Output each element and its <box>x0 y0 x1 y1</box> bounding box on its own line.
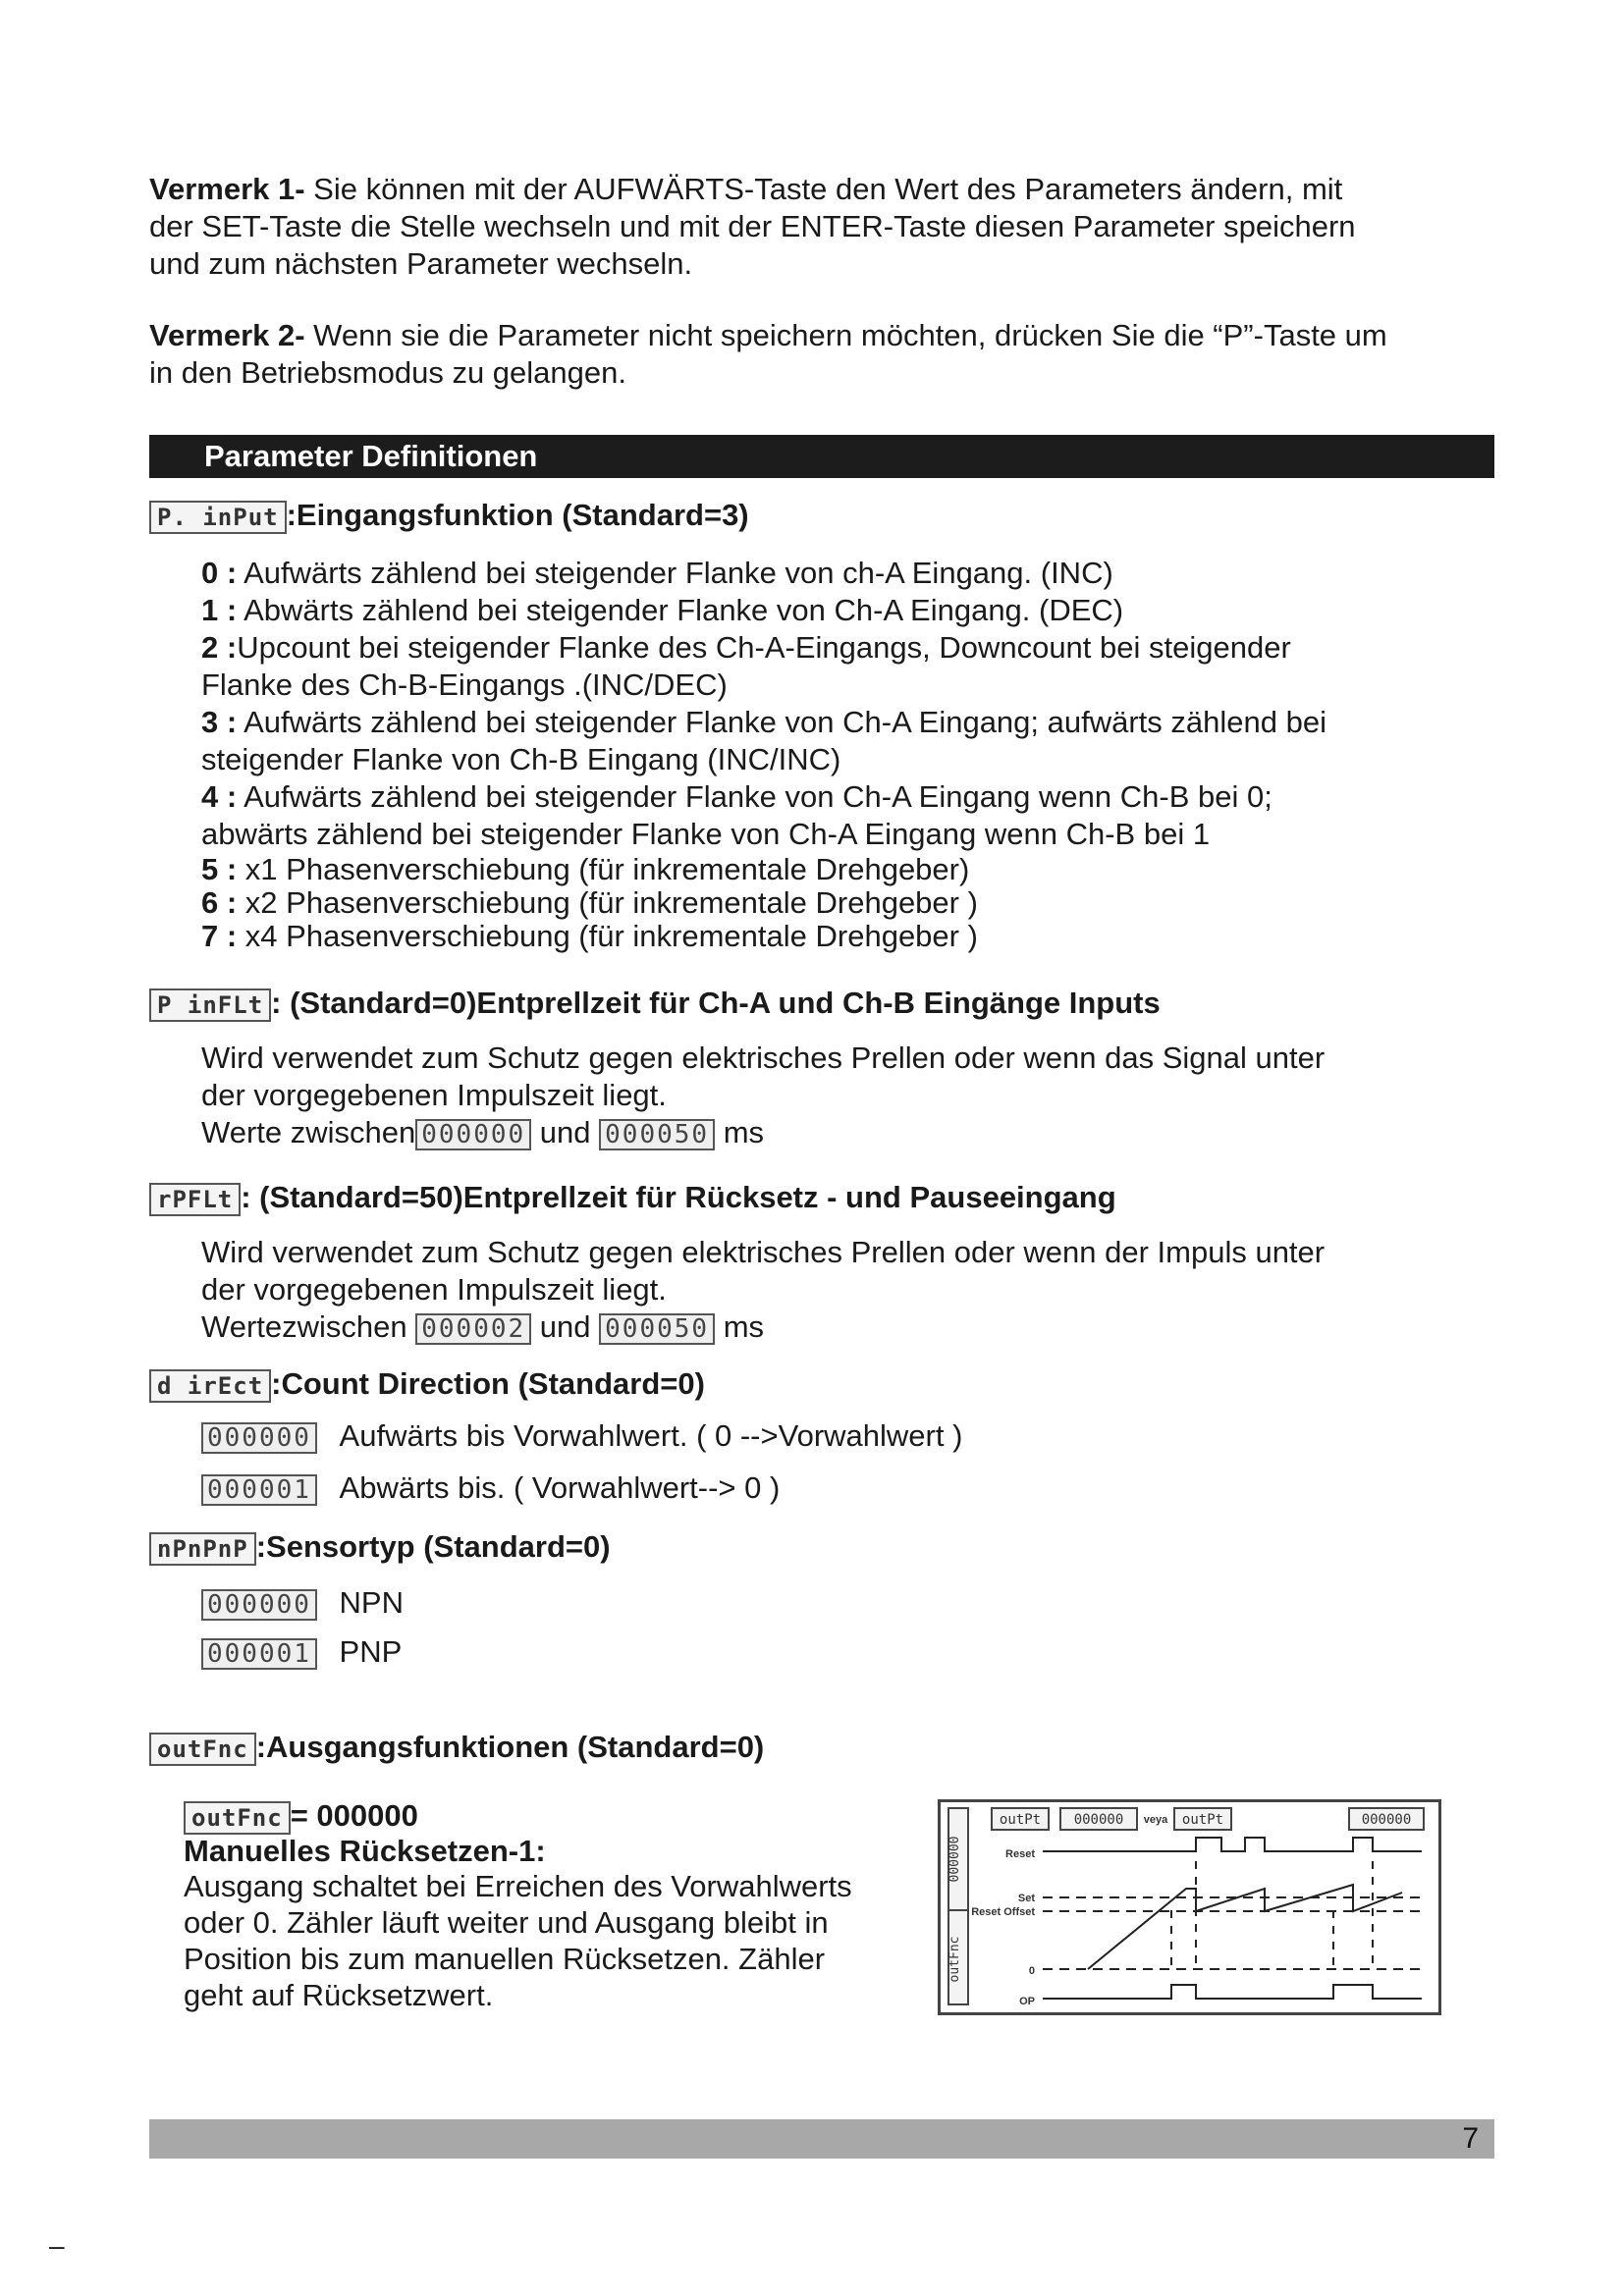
input-option-list <box>201 555 1478 953</box>
inflt-description <box>201 1040 1497 1151</box>
direction-heading <box>149 1364 705 1404</box>
input-function-title: :Eingangsfunktion (Standard=3) <box>286 498 749 532</box>
note-1-line-2: der SET-Taste die Stelle wechseln und mit der ENTER-Taste diesen Parameter speichern <box>149 209 1356 243</box>
veya-text: veya <box>1143 1814 1168 1826</box>
rpflt-line-2: der vorgegebenen Impulszeit liegt. <box>201 1272 667 1307</box>
outfnc-line-4: geht auf Rücksetzwert. <box>184 1977 494 2012</box>
list-item: 3 : Aufwärts zählend bei steigender Flanke von Ch-A Eingang; aufwärts zählend bei <box>201 705 1326 739</box>
rpflt-and: und <box>539 1309 591 1344</box>
rpflt-unit: ms <box>723 1309 765 1344</box>
outfnc-line-3: Position bis zum manuellen Rücksetzen. Zähler <box>184 1941 826 1976</box>
list-item: 0 : Aufwärts zählend bei steigender Flanke von ch-A Eingang. (INC) <box>201 556 1113 590</box>
rpflt-line-1: Wird verwendet zum Schutz gegen elektrisches Prellen oder wenn der Impuls unter <box>201 1235 1326 1269</box>
outfnc-sub-title: Manuelles Rücksetzen-1: <box>184 1833 546 1868</box>
note-2-line-2: in den Betriebsmodus zu gelangen. <box>149 355 626 390</box>
list-item: Flanke des Ch-B-Eingangs .(INC/DEC) <box>201 667 728 702</box>
timing-diagram-svg <box>941 1802 1438 2012</box>
inflt-unit: ms <box>723 1115 765 1149</box>
outfnc-title: :Ausgangsfunktionen (Standard=0) <box>255 1730 765 1764</box>
note-2 <box>149 317 1524 392</box>
direct-opt1-text: Abwärts bis. ( Vorwahlwert--> 0 ) <box>339 1470 781 1505</box>
direct-opt0-text: Aufwärts bis Vorwahlwert. ( 0 -->Vorwahlwert ) <box>339 1418 963 1453</box>
input-filter-heading <box>149 984 1161 1023</box>
rpflt-max-display: 000050 <box>599 1313 715 1345</box>
sensor-opt0-text: NPN <box>339 1585 404 1620</box>
top-code1-text: outPt <box>999 1812 1042 1828</box>
op-waveform <box>1043 1985 1422 1999</box>
page-number: 7 <box>1462 2122 1479 2155</box>
direct-title: :Count Direction (Standard=0) <box>271 1366 705 1401</box>
rpflt-description <box>201 1234 1497 1346</box>
inflt-line-2: der vorgegebenen Impulszeit liegt. <box>201 1078 667 1112</box>
note-1 <box>149 171 1524 283</box>
outfnc-sub-code-display: outFnc <box>184 1801 291 1835</box>
note-1-line-1: Sie können mit der AUFWÄRTS-Taste den Wert des Parameters ändern, mit <box>304 172 1343 206</box>
sensor-heading <box>149 1527 611 1567</box>
sensor-title: :Sensortyp (Standard=0) <box>255 1529 611 1564</box>
direction-option-1 <box>201 1469 780 1507</box>
sensor-option-0 <box>201 1584 404 1622</box>
rpflt-range-prefix: Wertezwischen <box>201 1309 407 1344</box>
inflt-code-display: P inFLt <box>149 988 271 1022</box>
direct-code-display: d irEct <box>149 1369 271 1403</box>
sensor-opt1-text: PNP <box>339 1634 403 1669</box>
inflt-max-display: 000050 <box>599 1119 715 1150</box>
list-item: 6 : x2 Phasenverschiebung (für inkrementale Drehgeber ) <box>201 885 978 920</box>
note-2-line-1: Wenn sie die Parameter nicht speichern möchten, drücken Sie die “P”-Taste um <box>304 318 1387 352</box>
direction-option-0 <box>201 1417 962 1455</box>
page-footer-bar <box>149 2119 1494 2159</box>
inflt-min-display: 000000 <box>415 1119 531 1150</box>
list-item: abwärts zählend bei steigender Flanke von Ch-A Eingang wenn Ch-B bei 1 <box>201 817 1211 851</box>
list-item: 7 : x4 Phasenverschiebung (für inkrementale Drehgeber ) <box>201 919 978 953</box>
outfnc-line-1: Ausgang schaltet bei Erreichen des Vorwahlwerts <box>184 1868 852 1903</box>
top-val2-text: 000000 <box>1361 1812 1412 1828</box>
inflt-range-prefix: Werte zwischen <box>201 1115 416 1149</box>
input-function-heading <box>149 496 749 535</box>
inflt-and: und <box>539 1115 591 1149</box>
margin-mark: – <box>49 2230 65 2261</box>
inflt-line-1: Wird verwendet zum Schutz gegen elektrisches Prellen oder wenn das Signal unter <box>201 1041 1326 1075</box>
inflt-title: : (Standard=0)Entprellzeit für Ch-A und Ch-B Eingänge Inputs <box>271 986 1161 1020</box>
sensor-opt0-display: 000000 <box>201 1589 317 1621</box>
outfnc-sub-value: = 000000 <box>290 1798 418 1833</box>
list-item: 4 : Aufwärts zählend bei steigender Flanke von Ch-A Eingang wenn Ch-B bei 0; <box>201 779 1272 814</box>
rpflt-title: : (Standard=50)Entprellzeit für Rücksetz - und Pauseeingang <box>241 1180 1116 1214</box>
side-code-text: outFnc <box>947 1936 962 1983</box>
output-heading <box>149 1728 764 1767</box>
section-title-bar: Parameter Definitionen <box>149 435 1494 478</box>
top-code2-text: outPt <box>1181 1812 1224 1828</box>
list-item: 2 :Upcount bei steigender Flanke des Ch-A-Eingangs, Downcount bei steigender <box>201 630 1291 665</box>
label-reset-offset: Reset Offset <box>971 1906 1035 1918</box>
label-zero: 0 <box>1028 1965 1035 1977</box>
reset-waveform <box>1043 1838 1422 1851</box>
list-item: 5 : x1 Phasenverschiebung (für inkrementale Drehgeber) <box>201 852 970 886</box>
sensor-code-display: nPnPnP <box>149 1532 256 1566</box>
note-2-label: Vermerk 2- <box>149 318 305 352</box>
list-item: 1 : Abwärts zählend bei steigender Flanke von Ch-A Eingang. (DEC) <box>201 593 1124 627</box>
label-op: OP <box>1019 1996 1035 2007</box>
outfnc-line-2: oder 0. Zähler läuft weiter und Ausgang bleibt in <box>184 1904 829 1940</box>
note-1-label: Vermerk 1- <box>149 172 305 206</box>
reset-filter-heading <box>149 1178 1116 1217</box>
side-value-text: 000000 <box>947 1836 962 1883</box>
direct-opt1-display: 000001 <box>201 1474 317 1506</box>
input-code-display: P. inPut <box>149 501 287 534</box>
label-set: Set <box>1017 1893 1035 1904</box>
top-val1-text: 000000 <box>1073 1812 1124 1828</box>
rpflt-min-display: 000002 <box>415 1313 531 1345</box>
note-1-line-3: und zum nächsten Parameter wechseln. <box>149 246 693 281</box>
outfnc-mode-block <box>184 1798 930 2013</box>
sensor-opt1-display: 000001 <box>201 1638 317 1670</box>
sensor-option-1 <box>201 1633 402 1671</box>
label-reset: Reset <box>1005 1848 1035 1860</box>
output-timing-diagram <box>938 1799 1441 2015</box>
direct-opt0-display: 000000 <box>201 1422 317 1454</box>
outfnc-code-display: outFnc <box>149 1733 256 1766</box>
list-item: steigender Flanke von Ch-B Eingang (INC/INC) <box>201 742 841 776</box>
rpflt-code-display: rPFLt <box>149 1183 241 1216</box>
